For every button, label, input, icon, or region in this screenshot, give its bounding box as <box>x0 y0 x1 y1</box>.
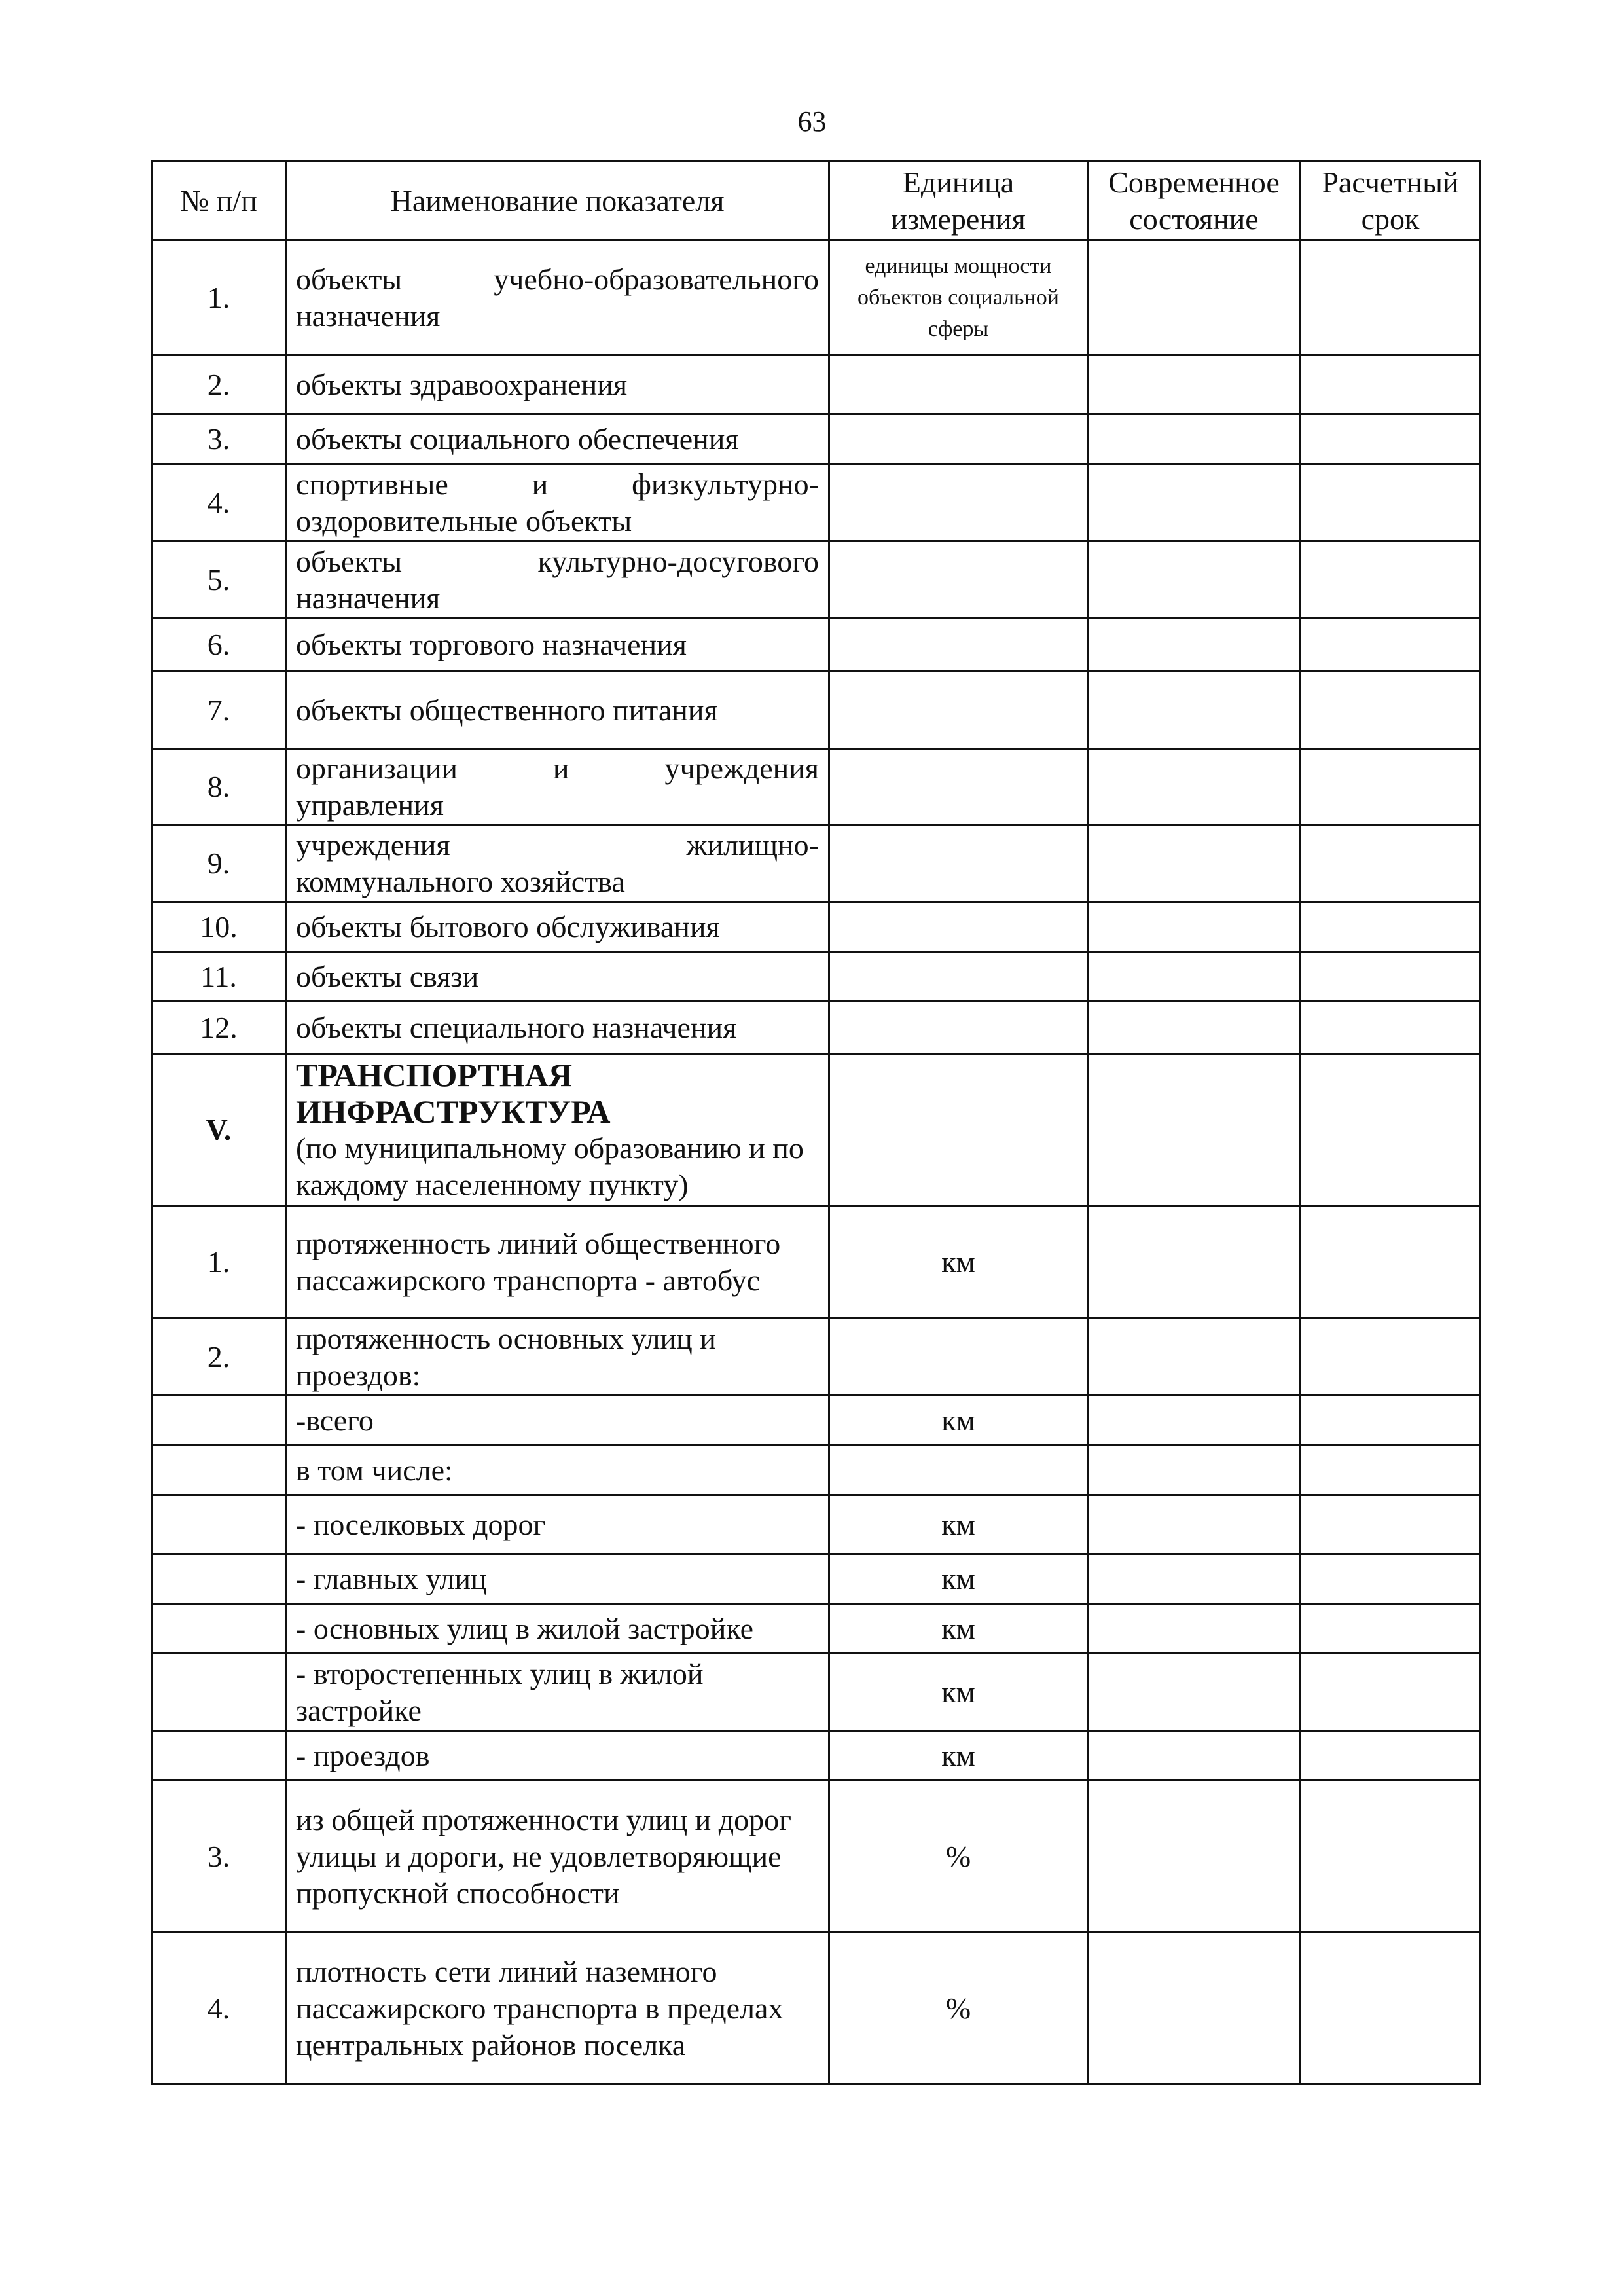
section-num: V. <box>152 1054 286 1206</box>
header-name: Наименование показателя <box>286 162 829 240</box>
row-current <box>1088 671 1301 750</box>
row-current <box>1088 1446 1301 1495</box>
row-name: организации и учреждения управления <box>286 750 829 825</box>
row-unit: км <box>829 1206 1088 1319</box>
row-num: 10. <box>152 902 286 952</box>
row-unit <box>829 750 1088 825</box>
row-num: 9. <box>152 825 286 902</box>
row-num: 4. <box>152 1933 286 2085</box>
row-current <box>1088 1781 1301 1933</box>
section-row <box>152 1054 1481 1206</box>
row-name: протяженность линий общественного пассажирского транспорта - автобус <box>286 1206 829 1319</box>
row-unit <box>829 464 1088 541</box>
row-num <box>152 1554 286 1604</box>
row-name: учреждения жилищно- коммунального хозяйства <box>286 825 829 902</box>
indicators-table <box>151 160 1481 2085</box>
table-row <box>152 952 1481 1002</box>
row-term <box>1301 1731 1481 1781</box>
row-num: 1. <box>152 240 286 355</box>
row-name: спортивные и физкультурно- оздоровительные объекты <box>286 464 829 541</box>
row-name: -всего <box>286 1396 829 1446</box>
row-unit <box>829 671 1088 750</box>
row-unit <box>829 541 1088 619</box>
row-name: объекты здравоохранения <box>286 355 829 414</box>
table-row <box>152 825 1481 902</box>
table-row <box>152 902 1481 952</box>
row-num <box>152 1604 286 1654</box>
row-term <box>1301 902 1481 952</box>
row-term <box>1301 1446 1481 1495</box>
row-name: - поселковых дорог <box>286 1495 829 1554</box>
row-term <box>1301 952 1481 1002</box>
row-current <box>1088 619 1301 671</box>
row-name: из общей протяженности улиц и дорог улицы и дороги, не удовлетворяющие пропускной способности <box>286 1781 829 1933</box>
table-row <box>152 1495 1481 1554</box>
table-row <box>152 1206 1481 1319</box>
row-term <box>1301 671 1481 750</box>
row-current <box>1088 414 1301 464</box>
row-name: объекты социального обеспечения <box>286 414 829 464</box>
row-name: - второстепенных улиц в жилой застройке <box>286 1654 829 1731</box>
row-unit <box>829 414 1088 464</box>
row-unit: км <box>829 1495 1088 1554</box>
row-name: объекты связи <box>286 952 829 1002</box>
row-unit <box>829 1002 1088 1054</box>
row-current <box>1088 240 1301 355</box>
section-unit <box>829 1054 1088 1206</box>
table-row <box>152 1319 1481 1396</box>
row-unit: км <box>829 1604 1088 1654</box>
row-num: 11. <box>152 952 286 1002</box>
row-unit: % <box>829 1781 1088 1933</box>
row-unit <box>829 952 1088 1002</box>
section-current <box>1088 1054 1301 1206</box>
row-num: 1. <box>152 1206 286 1319</box>
row-term <box>1301 464 1481 541</box>
row-num <box>152 1731 286 1781</box>
row-unit: км <box>829 1396 1088 1446</box>
table-row <box>152 1933 1481 2085</box>
table-row <box>152 671 1481 750</box>
table-row <box>152 1654 1481 1731</box>
row-unit <box>829 355 1088 414</box>
row-num: 12. <box>152 1002 286 1054</box>
row-name: объекты специального назначения <box>286 1002 829 1054</box>
row-num <box>152 1396 286 1446</box>
row-current <box>1088 1206 1301 1319</box>
row-unit <box>829 1319 1088 1396</box>
row-name: объекты культурно-досугового назначения <box>286 541 829 619</box>
row-unit <box>829 619 1088 671</box>
row-term <box>1301 1002 1481 1054</box>
row-current <box>1088 1002 1301 1054</box>
row-num: 3. <box>152 414 286 464</box>
row-name: объекты бытового обслуживания <box>286 902 829 952</box>
row-name: - проездов <box>286 1731 829 1781</box>
row-name: - главных улиц <box>286 1554 829 1604</box>
row-current <box>1088 825 1301 902</box>
row-term <box>1301 240 1481 355</box>
row-current <box>1088 1495 1301 1554</box>
table-row <box>152 464 1481 541</box>
row-current <box>1088 1933 1301 2085</box>
row-term <box>1301 1554 1481 1604</box>
row-term <box>1301 750 1481 825</box>
row-term <box>1301 1654 1481 1731</box>
row-term <box>1301 1781 1481 1933</box>
table-row <box>152 1554 1481 1604</box>
row-term <box>1301 541 1481 619</box>
row-unit: км <box>829 1731 1088 1781</box>
section-term <box>1301 1054 1481 1206</box>
row-term <box>1301 1604 1481 1654</box>
row-name: плотность сети линий наземного пассажирского транспорта в пределах центральных районов поселка <box>286 1933 829 2085</box>
row-num: 6. <box>152 619 286 671</box>
row-current <box>1088 1604 1301 1654</box>
table-header-row <box>152 162 1481 240</box>
row-name: объекты общественного питания <box>286 671 829 750</box>
row-unit <box>829 902 1088 952</box>
row-unit: км <box>829 1554 1088 1604</box>
row-num: 2. <box>152 1319 286 1396</box>
table-row <box>152 355 1481 414</box>
table-row <box>152 1002 1481 1054</box>
table-row <box>152 1731 1481 1781</box>
table-row <box>152 1446 1481 1495</box>
row-term <box>1301 355 1481 414</box>
row-num: 8. <box>152 750 286 825</box>
row-name: объекты торгового назначения <box>286 619 829 671</box>
page-number: 63 <box>797 105 827 137</box>
row-current <box>1088 952 1301 1002</box>
table-row <box>152 240 1481 355</box>
row-current <box>1088 541 1301 619</box>
row-term <box>1301 1933 1481 2085</box>
row-current <box>1088 1319 1301 1396</box>
table-row <box>152 414 1481 464</box>
row-unit: % <box>829 1933 1088 2085</box>
row-current <box>1088 464 1301 541</box>
row-term <box>1301 1206 1481 1319</box>
row-num <box>152 1446 286 1495</box>
row-num <box>152 1495 286 1554</box>
row-term <box>1301 825 1481 902</box>
header-term: Расчетный срок <box>1301 162 1481 240</box>
table-row <box>152 541 1481 619</box>
row-current <box>1088 1731 1301 1781</box>
row-term <box>1301 1319 1481 1396</box>
row-name: протяженность основных улиц и проездов: <box>286 1319 829 1396</box>
row-term <box>1301 1396 1481 1446</box>
table-row <box>152 1604 1481 1654</box>
row-num: 3. <box>152 1781 286 1933</box>
row-current <box>1088 1396 1301 1446</box>
row-num: 4. <box>152 464 286 541</box>
row-num: 2. <box>152 355 286 414</box>
row-unit: единицы мощности объектов социальной сферы <box>829 240 1088 355</box>
header-unit: Единица измерения <box>829 162 1088 240</box>
row-term <box>1301 414 1481 464</box>
row-name: - основных улиц в жилой застройке <box>286 1604 829 1654</box>
row-current <box>1088 1654 1301 1731</box>
table-row <box>152 1781 1481 1933</box>
row-current <box>1088 750 1301 825</box>
row-unit: км <box>829 1654 1088 1731</box>
header-num: № п/п <box>152 162 286 240</box>
table-row <box>152 750 1481 825</box>
row-unit <box>829 1446 1088 1495</box>
row-term <box>1301 1495 1481 1554</box>
row-current <box>1088 1554 1301 1604</box>
header-current: Современное состояние <box>1088 162 1301 240</box>
row-current <box>1088 355 1301 414</box>
row-num: 7. <box>152 671 286 750</box>
row-name: в том числе: <box>286 1446 829 1495</box>
row-term <box>1301 619 1481 671</box>
row-num <box>152 1654 286 1731</box>
row-num: 5. <box>152 541 286 619</box>
row-name: объекты учебно-образовательного назначения <box>286 240 829 355</box>
row-unit <box>829 825 1088 902</box>
table-row <box>152 1396 1481 1446</box>
section-title: ТРАНСПОРТНАЯ ИНФРАСТРУКТУРА (по муниципальному образованию и по каждому населенному пункту) <box>286 1054 829 1206</box>
table-row <box>152 619 1481 671</box>
row-current <box>1088 902 1301 952</box>
